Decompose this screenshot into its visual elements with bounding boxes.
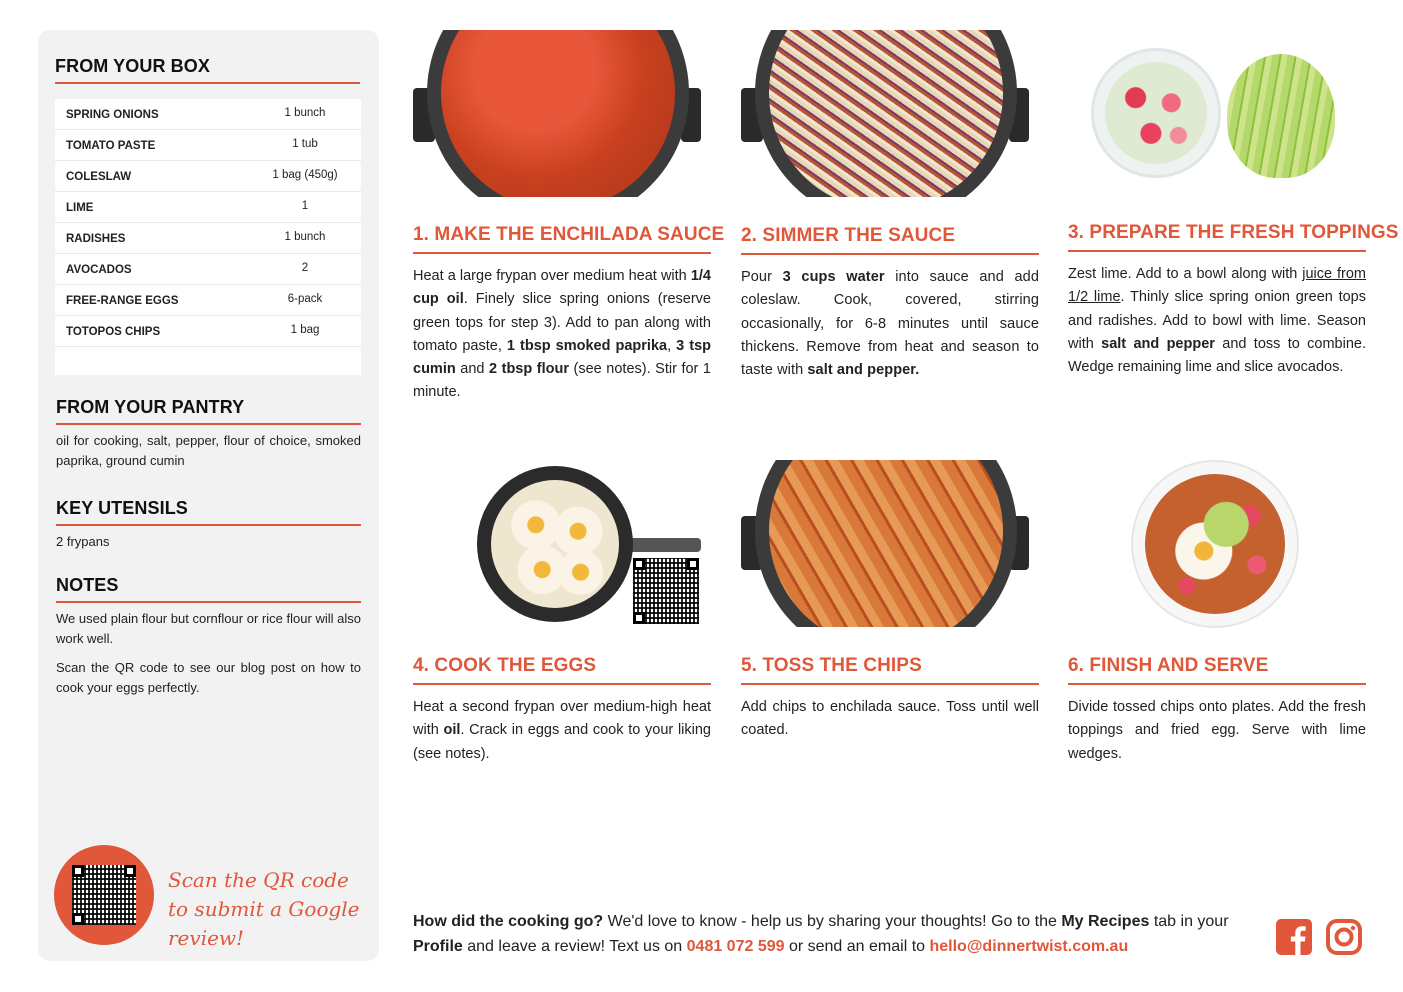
ingredient-qty: 6-pack [287,293,323,305]
contact-link[interactable]: 0481 072 599 [686,938,785,955]
step-1-text [413,265,711,405]
qr-finder [633,612,645,624]
instagram-icon[interactable] [1326,919,1362,955]
text-run: . Crack in eggs and cook to your liking (see notes). [413,722,711,762]
ingredient-row [55,285,361,316]
text-run: Divide tossed chips onto plates. Add the fresh toppings and fried egg. Serve with lime wedges. [1068,699,1366,762]
fried-eggs [491,480,619,608]
note-text: We used plain flour but cornflour or rice flour will also work well. [56,611,361,646]
step-2-photo [741,30,1029,197]
feedback-footer [413,909,1263,959]
bold-text: salt and pepper. [807,362,920,379]
notes-heading: NOTES [56,575,119,595]
bold-text: 3 cups water [782,269,885,285]
text-run: and [455,361,489,378]
text-run: Zest lime. Add to a bowl along with [1068,266,1303,282]
ingredients-sidebar [38,30,379,961]
qr-finder [633,558,645,570]
qr-finder [124,865,136,877]
qr-finder [687,558,699,570]
pantry-heading: FROM YOUR PANTRY [56,397,245,417]
tossed-chips-food [769,460,1003,627]
step-1-photo [413,30,701,197]
step-2-text [741,266,1039,382]
bold-text: My Recipes [1061,913,1150,930]
ingredient-name: AVOCADOS [66,264,132,276]
ingredient-name: TOMATO PASTE [66,140,156,152]
qr-finder [72,913,84,925]
sliced-avocado [1227,54,1335,178]
ingredient-row [55,99,361,130]
step-6-photo [1069,460,1365,627]
enchilada-sauce-food [441,30,675,197]
qr-finder [72,865,84,877]
step-5-photo [741,460,1029,627]
step-5-title: 5. TOSS THE CHIPS [741,655,922,676]
ingredient-row [55,192,361,223]
enchilada-chips-dish [1145,474,1285,614]
text-run: Pour [741,269,783,285]
step-3-title: 3. PREPARE THE FRESH TOPPINGS [1068,222,1399,243]
review-cta-text: Scan the QR code to submit a Google review! [168,868,360,950]
step-6-rule [1068,683,1366,685]
text-run: We'd love to know - help us by sharing your thoughts! Go to the [603,913,1062,930]
step-6-title: 6. FINISH AND SERVE [1068,655,1269,676]
step-4-text [413,696,711,766]
facebook-icon[interactable] [1276,919,1312,955]
text-run: into sauce and add coleslaw. Cook, covered, stirring occasionally, for 6-8 minutes until sauce thickens. Remove from heat and season to taste with [741,269,1039,379]
ingredient-qty: 1 bag [290,324,320,336]
note-text: Scan the QR code to see our blog post on how to cook your eggs perfectly. [56,660,361,695]
bold-text: 1 tbsp smoked paprika [506,337,668,354]
step-4-title: 4. COOK THE EGGS [413,655,597,676]
box-ingredients-table [55,99,361,375]
underlined-text: juice from 1/2 lime [1068,266,1366,306]
text-run: and toss to combine. Wedge remaining lime and slice avocados. [1068,335,1366,376]
step-2-title: 2. SIMMER THE SAUCE [741,225,956,246]
pantry-heading-rule [56,423,361,425]
text-run: . Thinly slice spring onion green tops and radishes. Add to bowl with lime. Season with [1068,289,1366,352]
step-4-rule [413,683,711,685]
text-run: . Finely slice spring onions (reserve green tops for step 3). Add to pan along with tomato paste, [413,291,711,354]
radish-salad [1105,62,1207,164]
ingredient-name: RADISHES [66,233,126,245]
ingredient-name: SPRING ONIONS [66,109,159,121]
ingredient-qty: 2 [301,262,309,274]
step-3-rule [1068,250,1366,252]
bold-text: salt and pepper [1101,335,1215,352]
ingredient-name: LIME [66,202,94,214]
ingredient-qty: 1 bunch [284,231,326,243]
text-run: , [667,337,677,354]
pantry-text: oil for cooking, salt, pepper, flour of choice, smoked paprika, ground cumin [56,433,361,468]
review-qr-badge[interactable] [54,845,154,945]
step-3-photo [1069,30,1365,197]
bold-text: 2 tbsp flour [489,361,569,378]
ingredient-qty: 1 bag (450g) [272,169,338,181]
utensils-heading-rule [56,524,361,526]
box-heading: FROM YOUR BOX [55,56,210,76]
ingredient-row [55,223,361,254]
bold-text: How did the cooking go? [413,913,604,930]
utensils-text: 2 frypans [56,534,110,549]
eggs-blog-qr-code[interactable] [633,558,699,624]
ingredient-name: FREE-RANGE EGGS [66,295,179,307]
bold-text: 3 tsp cumin [413,337,712,378]
step-1-rule [413,252,711,254]
bold-text: Profile [413,938,463,955]
review-qr-code[interactable] [72,865,136,925]
ingredient-qty: 1 tub [292,138,318,150]
ingredient-qty: 1 bunch [284,107,326,119]
ingredient-row [55,130,361,161]
step-2-rule [741,253,1039,255]
ingredient-row [55,161,361,192]
text-run: tab in your [1149,913,1229,930]
box-heading-rule [55,82,360,84]
step-3-text [1068,263,1366,379]
coleslaw-sauce-food [769,30,1003,197]
contact-link[interactable]: hello@dinnertwist.com.au [929,938,1129,955]
text-run: Add chips to enchilada sauce. Toss until well coated. [741,699,1039,739]
ingredient-row [55,316,361,347]
step-1-title: 1. MAKE THE ENCHILADA SAUCE [413,224,725,245]
step-5-text [741,696,1039,743]
ingredient-name: TOTOPOS CHIPS [66,326,161,338]
text-run: Heat a large frypan over medium heat with [413,268,691,284]
step-4-photo [413,460,701,627]
text-run: Heat a second frypan over medium-high heat with [413,699,711,739]
step-5-rule [741,683,1039,685]
bold-text: 1/4 cup oil [413,268,711,308]
text-run: or send an email to [784,938,930,955]
notes-heading-rule [56,601,361,603]
ingredient-qty: 1 [301,200,309,212]
bold-text: oil [443,722,461,739]
utensils-heading: KEY UTENSILS [56,498,188,518]
step-6-text [1068,696,1366,766]
ingredient-row [55,254,361,285]
ingredient-name: COLESLAW [66,171,132,183]
text-run: (see notes). Stir for 1 minute. [413,361,711,401]
text-run: and leave a review! Text us on [462,938,687,955]
